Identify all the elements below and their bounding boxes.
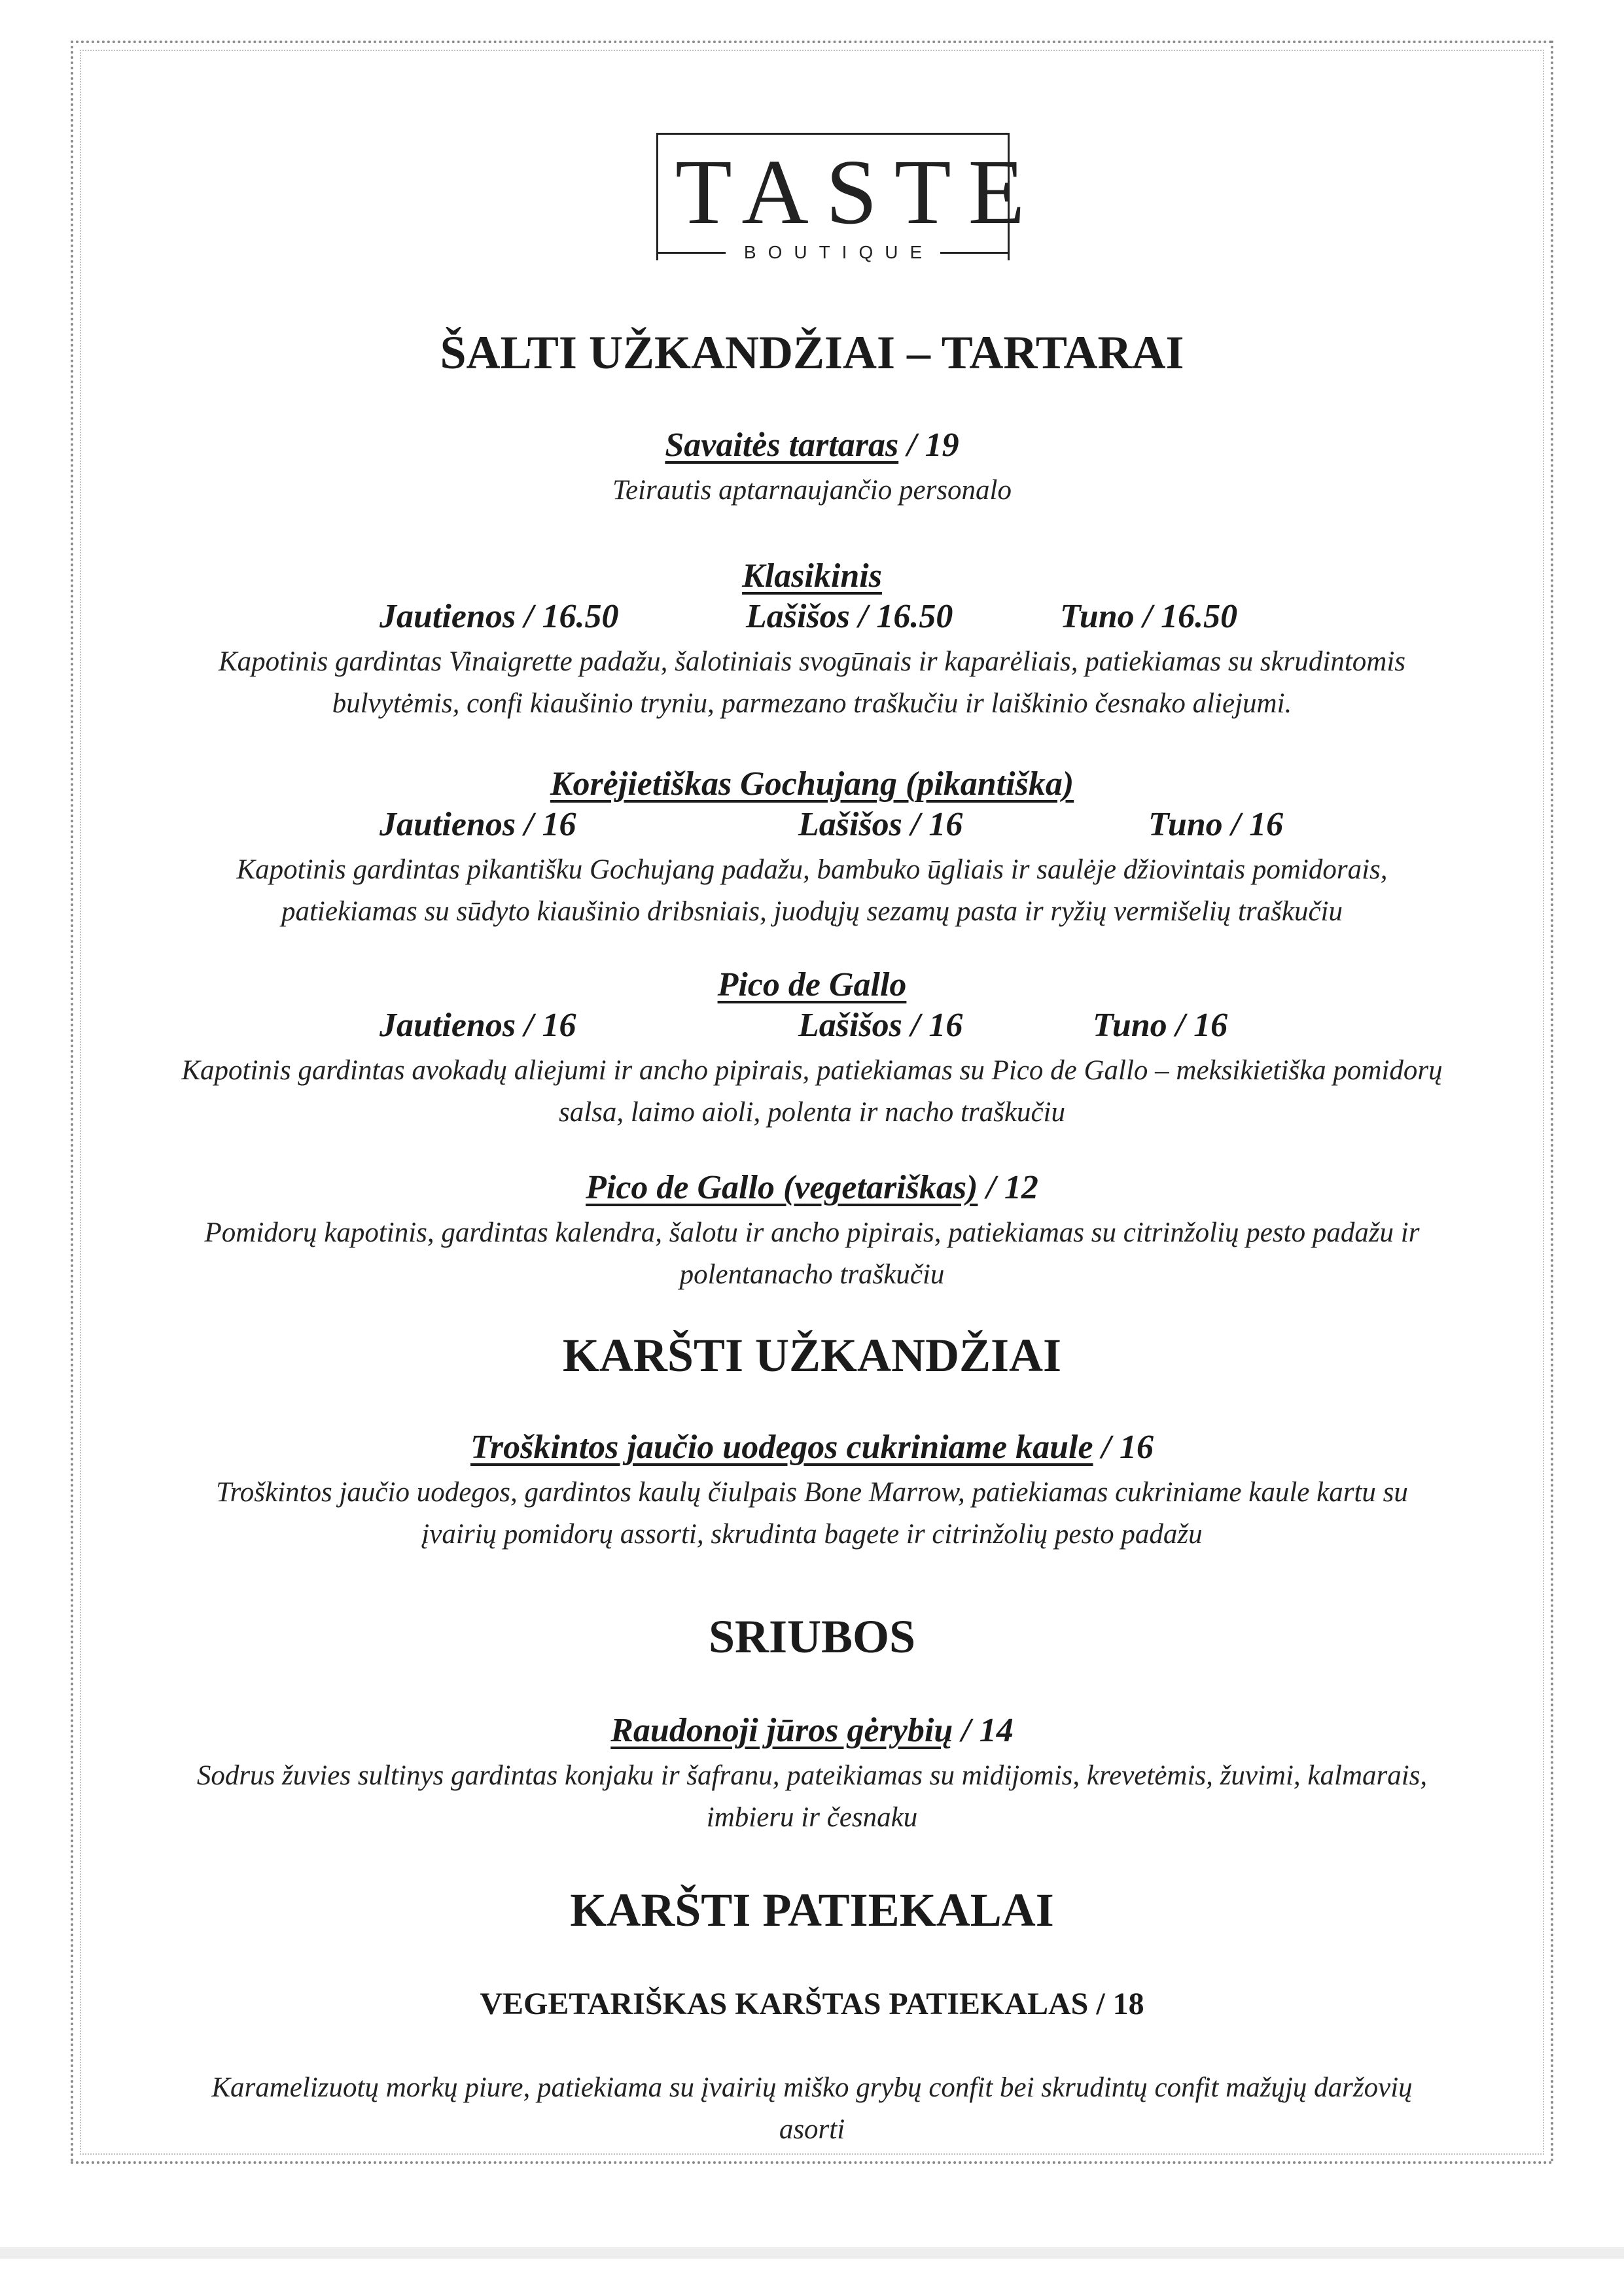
variant-beef: Jautienos / 16.50 bbox=[380, 598, 619, 635]
dish-description-line: imbieru ir česnaku bbox=[706, 1802, 918, 1833]
dish-description-line: Troškintos jaučio uodegos, gardintos kaulų čiulpais Bone Marrow, patiekiamas cukriniame kaule kartu su bbox=[216, 1477, 1408, 1508]
dish-variants bbox=[111, 597, 1513, 640]
variant-tuna: Tuno / 16 bbox=[1148, 806, 1284, 843]
variant-tuna: Tuno / 16.50 bbox=[1060, 598, 1238, 635]
dish-seafood-soup bbox=[111, 1711, 1513, 1751]
dish-price: / 12 bbox=[978, 1169, 1038, 1206]
dish-description-line: Pomidorų kapotinis, gardintas kalendra, šalotu ir ancho pipirais, patiekiamas su citrinžolių pesto padažu ir bbox=[204, 1217, 1420, 1248]
dish-pico-de-gallo bbox=[111, 965, 1513, 1005]
dish-name: Pico de Gallo bbox=[717, 966, 907, 1003]
section-title-cold-starters: ŠALTI UŽKANDŽIAI – TARTARAI bbox=[440, 326, 1184, 379]
dish-description-line: Kapotinis gardintas Vinaigrette padažu, šalotiniais svogūnais ir kaparėliais, patiekiamas su skrudintomis bbox=[219, 646, 1405, 677]
dish-name: Savaitės tartaras bbox=[665, 426, 899, 464]
dish-name: Korėjietiškas Gochujang (pikantiška) bbox=[550, 765, 1074, 803]
dish-braised-oxtail bbox=[111, 1427, 1513, 1468]
dish-name: Troškintos jaučio uodegos cukriniame kaule bbox=[470, 1429, 1093, 1466]
dish-classic bbox=[111, 556, 1513, 597]
logo-subtitle-row bbox=[656, 243, 1010, 262]
variant-tuna: Tuno / 16 bbox=[1093, 1007, 1228, 1044]
dish-description-line: Kapotinis gardintas pikantišku Gochujang padažu, bambuko ūgliais ir saulėje džiovintais pomidorais, bbox=[236, 854, 1388, 885]
dish-variants bbox=[111, 805, 1513, 848]
dish-description: Teirautis aptarnaujančio personalo bbox=[612, 475, 1012, 506]
section-title-soups: SRIUBOS bbox=[708, 1610, 916, 1663]
dish-price: / 16 bbox=[1093, 1429, 1154, 1466]
logo-rule-right bbox=[940, 252, 1010, 254]
scan-edge bbox=[0, 2247, 1624, 2259]
dish-weekly-tartare bbox=[111, 425, 1513, 466]
variant-salmon: Lašišos / 16 bbox=[798, 806, 963, 843]
dish-description-line: asorti bbox=[779, 2114, 845, 2145]
dish-name: Klasikinis bbox=[742, 557, 882, 595]
logo-rule-left bbox=[656, 252, 726, 254]
logo bbox=[656, 133, 1042, 262]
variant-salmon: Lašišos / 16 bbox=[798, 1007, 963, 1044]
variant-beef: Jautienos / 16 bbox=[380, 1007, 576, 1044]
dish-pico-de-gallo-vegetarian bbox=[111, 1168, 1513, 1208]
variant-salmon: Lašišos / 16.50 bbox=[746, 598, 953, 635]
dish-description-line: Karamelizuotų morkų piure, patiekiama su įvairių miško grybų confit bei skrudintų confit mažųjų daržovių bbox=[211, 2072, 1413, 2103]
logo-subtitle: BOUTIQUE bbox=[743, 242, 934, 262]
dish-description-line: salsa, laimo aioli, polenta ir nacho traškučiu bbox=[559, 1097, 1065, 1128]
dish-description-line: patiekiamas su sūdyto kiaušinio dribsniais, juodųjų sezamų pasta ir ryžių vermišelių traškučiu bbox=[281, 896, 1343, 927]
dish-description-line: Kapotinis gardintas avokadų aliejumi ir ancho pipirais, patiekiamas su Pico de Gallo – meksikietiška pomidorų bbox=[181, 1055, 1443, 1086]
section-title-hot-starters: KARŠTI UŽKANDŽIAI bbox=[562, 1329, 1062, 1382]
dish-description-line: polentanacho traškučiu bbox=[679, 1259, 945, 1290]
dish-vegetarian-main-title: VEGETARIŠKAS KARŠTAS PATIEKALAS / 18 bbox=[480, 1987, 1144, 2021]
dish-price: / 14 bbox=[953, 1712, 1014, 1749]
dish-price: / 19 bbox=[898, 426, 959, 464]
section-title-hot-mains: KARŠTI PATIEKALAI bbox=[570, 1884, 1054, 1936]
dish-korean-gochujang bbox=[111, 764, 1513, 805]
dish-description-line: įvairių pomidorų assorti, skrudinta bagete ir citrinžolių pesto padažu bbox=[421, 1519, 1203, 1550]
dish-variants bbox=[111, 1005, 1513, 1049]
dish-name: Raudonoji jūros gėrybių bbox=[610, 1712, 953, 1749]
dish-description-line: bulvytėmis, confi kiaušinio tryniu, parmezano traškučiu ir laiškinio česnako aliejumi. bbox=[332, 688, 1292, 719]
logo-title: TASTE bbox=[675, 140, 1042, 243]
dish-description-line: Sodrus žuvies sultinys gardintas konjaku ir šafranu, pateikiamas su midijomis, krevetėmis, žuvimi, kalmarais, bbox=[196, 1760, 1428, 1791]
variant-beef: Jautienos / 16 bbox=[380, 806, 576, 843]
dish-name: Pico de Gallo (vegetariškas) bbox=[586, 1169, 978, 1206]
